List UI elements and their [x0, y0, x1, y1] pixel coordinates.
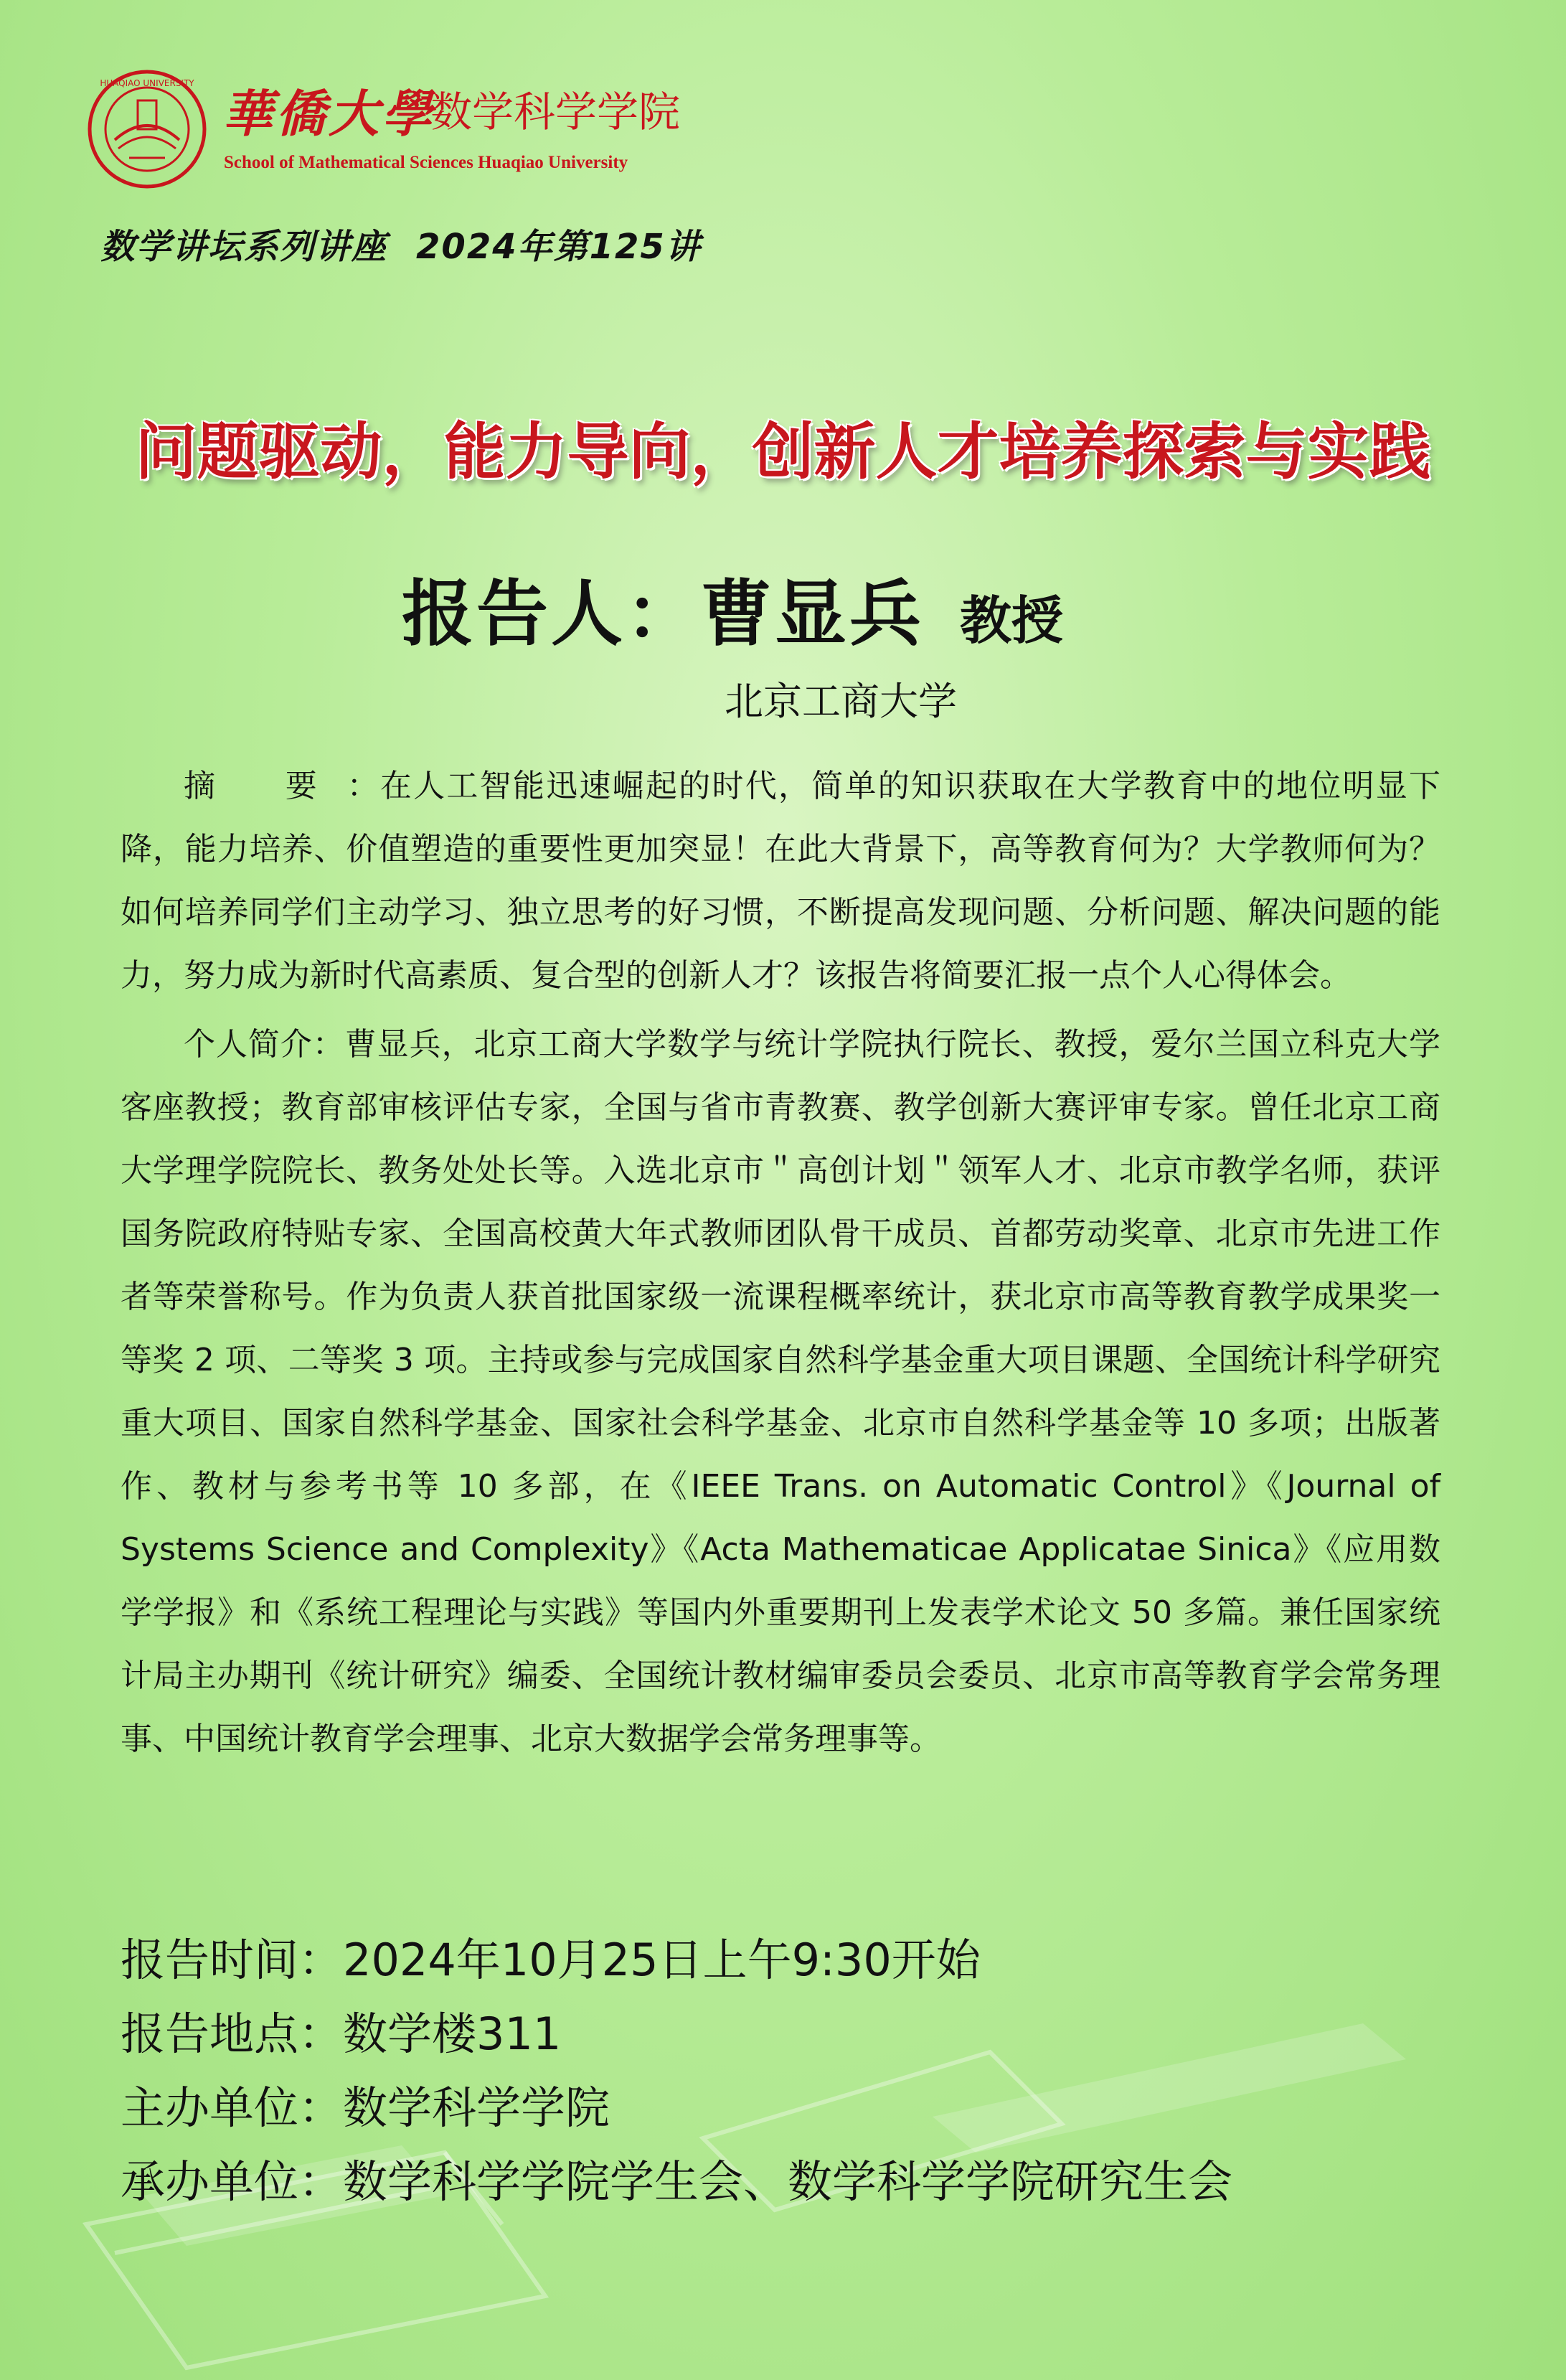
lecture-title: 问题驱动，能力导向，创新人才培养探索与实践 [135, 416, 1431, 488]
bio-paragraph: 个人简介：曹显兵，北京工商大学数学与统计学院执行院长、教授，爱尔兰国立科克大学客座教授；教育部审核评估专家，全国与省市青教赛、教学创新大赛评审专家。曾任北京工商大学理学院院长、教务处处长等。入选北京市＂高创计划＂领军人才、北京市教学名师，获评国务院政府特贴专家、全国高校黄大年式教师团队骨干成员、首都劳动奖章、北京市先进工作者等荣誉称号。作为负责人获首批国家级一流课程概率统计，获北京市高等教育教学成果奖一等奖 2 项、二等奖 3 项。主持或参与完成国家自然科学基金重大项目课题、全国统计科学研究重大项目、国家自然科学基金、国家社会科学基金、北京市自然科学基金等 10 多项；出版著作、教材与参考书等 10 多部，在《IEEE Trans. on Automatic Control》《Journal of Systems Science and Complexity》《Acta Mathematicae Applicatae Sinica》《应用数学学报》和《系统工程理论与实践》等国内外重要期刊上发表学术论文 50 多篇。兼任国家统计局主办期刊《统计研究》编委、全国统计教材编审委员会委员、北京市高等教育学会常务理事、中国统计教育学会理事、北京大数据学会常务理事等。 [121, 1026, 1440, 1757]
lecture-series [100, 219, 702, 268]
speaker [402, 556, 1063, 659]
university-name: 華僑大學 [222, 84, 435, 144]
speaker-affiliation: 北京工商大学 [725, 679, 957, 724]
school-name: 数学科学学院 [430, 88, 681, 136]
speaker-label: 报告人： [402, 572, 700, 656]
event-organizer: 承办单位：数学科学学院学生会、数学科学学院研究生会 [121, 2155, 1233, 2208]
body-text [121, 755, 1440, 1777]
abstract-label: 摘 要 [184, 768, 347, 804]
event-time: 报告时间：2024年10月25日上午9:30开始 [121, 1934, 981, 1986]
university-seal-icon [86, 68, 208, 190]
series-number: 2024年第125讲 [416, 227, 702, 267]
svg-text:HUAQIAO UNIVERSITY: HUAQIAO UNIVERSITY [100, 78, 194, 88]
event-info [121, 1923, 1232, 2219]
event-place: 报告地点：数学楼311 [121, 2008, 562, 2060]
school-name-english: School of Mathematical Sciences Huaqiao University [224, 153, 628, 172]
event-host: 主办单位：数学科学学院 [121, 2082, 610, 2134]
abstract-paragraph [121, 755, 1440, 1007]
header [86, 68, 803, 197]
abstract-text: ：在人工智能迅速崛起的时代，简单的知识获取在大学教育中的地位明显下降，能力培养、价值塑造的重要性更加突显！在此大背景下，高等教育何为？大学教师何为？如何培养同学们主动学习、独立思考的好习惯，不断提高发现问题、分析问题、解决问题的能力，努力成为新时代高素质、复合型的创新人才？该报告将简要汇报一点个人心得体会。 [121, 768, 1440, 994]
speaker-name: 曹显兵 [700, 572, 924, 656]
speaker-rank: 教授 [960, 591, 1064, 651]
series-name: 数学讲坛系列讲座 [100, 227, 388, 267]
